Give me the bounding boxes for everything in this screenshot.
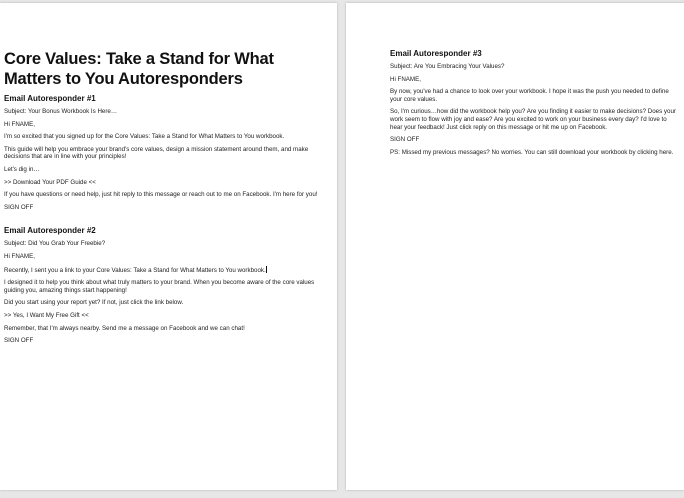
email-2-paragraph-2: I designed it to help you think about what truly matters to your brand. When you become aware of the core values guiding you, amazing things start happening! [4, 279, 315, 294]
document-page-2 [346, 3, 684, 490]
email-2-signoff: SIGN OFF [4, 337, 34, 345]
email-1-paragraph-4: If you have questions or need help, just hit reply to this message or reach out to me on Facebook. I'm here for you! [4, 191, 318, 199]
text-cursor [266, 266, 267, 273]
email-1-greeting: Hi FNAME, [4, 120, 35, 128]
email-3-subject: Subject: Are You Embracing Your Values? [390, 63, 505, 70]
email-1-subject: Subject: Your Bonus Workbook Is Here… [4, 108, 118, 115]
email-autoresponder-1 [4, 94, 329, 211]
email-1-paragraph-1: I'm so excited that you signed up for the Core Values: Take a Stand for What Matters to You workbook. [4, 133, 285, 141]
email-2-paragraph-1 [4, 266, 329, 275]
email-2-greeting: Hi FNAME, [4, 252, 35, 260]
email-2-paragraph-3: Did you start using your report yet? If not, just click the link below. [4, 299, 184, 307]
email-1-signoff: SIGN OFF [4, 203, 34, 211]
email-1-paragraph-2: This guide will help you embrace your brand's core values, design a mission statement around them, and make decisions that are in line with your principles! [4, 145, 309, 161]
email-autoresponder-2 [4, 226, 329, 344]
email-1-download-link[interactable]: >> Download Your PDF Guide << [4, 178, 96, 186]
email-1-heading: Email Autoresponder #1 [4, 94, 96, 103]
document-page-1 [0, 3, 337, 490]
document-title: Core Values: Take a Stand for What Matters to You Autoresponders [4, 50, 274, 88]
email-2-subject: Subject: Did You Grab Your Freebie? [4, 240, 106, 248]
email-2-heading: Email Autoresponder #2 [4, 226, 96, 236]
email-2-gift-link[interactable]: >> Yes, I Want My Free Gift << [4, 311, 89, 319]
section-spacer [4, 216, 329, 226]
email-3-signoff: SIGN OFF [390, 136, 420, 144]
email-3-heading: Email Autoresponder #3 [390, 49, 482, 58]
email-2-paragraph-1-text: Recently, I sent you a link to your Core Values: Take a Stand for What Matters to You workbook. [4, 266, 266, 274]
email-3-greeting: Hi FNAME, [390, 75, 421, 83]
email-autoresponder-3 [390, 49, 676, 156]
email-3-paragraph-1: By now, you've had a chance to look over your workbook. I hope it was the push you needed to define your core values. [390, 88, 669, 103]
email-2-paragraph-4: Remember, that I'm always nearby. Send me a message on Facebook and we can chat! [4, 324, 245, 332]
email-3-paragraph-2: So, I'm curious…how did the workbook help you? Are you finding it easier to make decisions? Does your work seem to flow with joy and ease? Are you excited to work on your business every day? I'd love to hear your feedback! Just click reply on this message or hit me up on Facebook. [390, 108, 676, 131]
email-1-paragraph-3: Let's dig in… [4, 165, 40, 173]
email-3-postscript: PS: Missed my previous messages? No worries. You can still download your workbook by clicking here. [390, 148, 674, 156]
